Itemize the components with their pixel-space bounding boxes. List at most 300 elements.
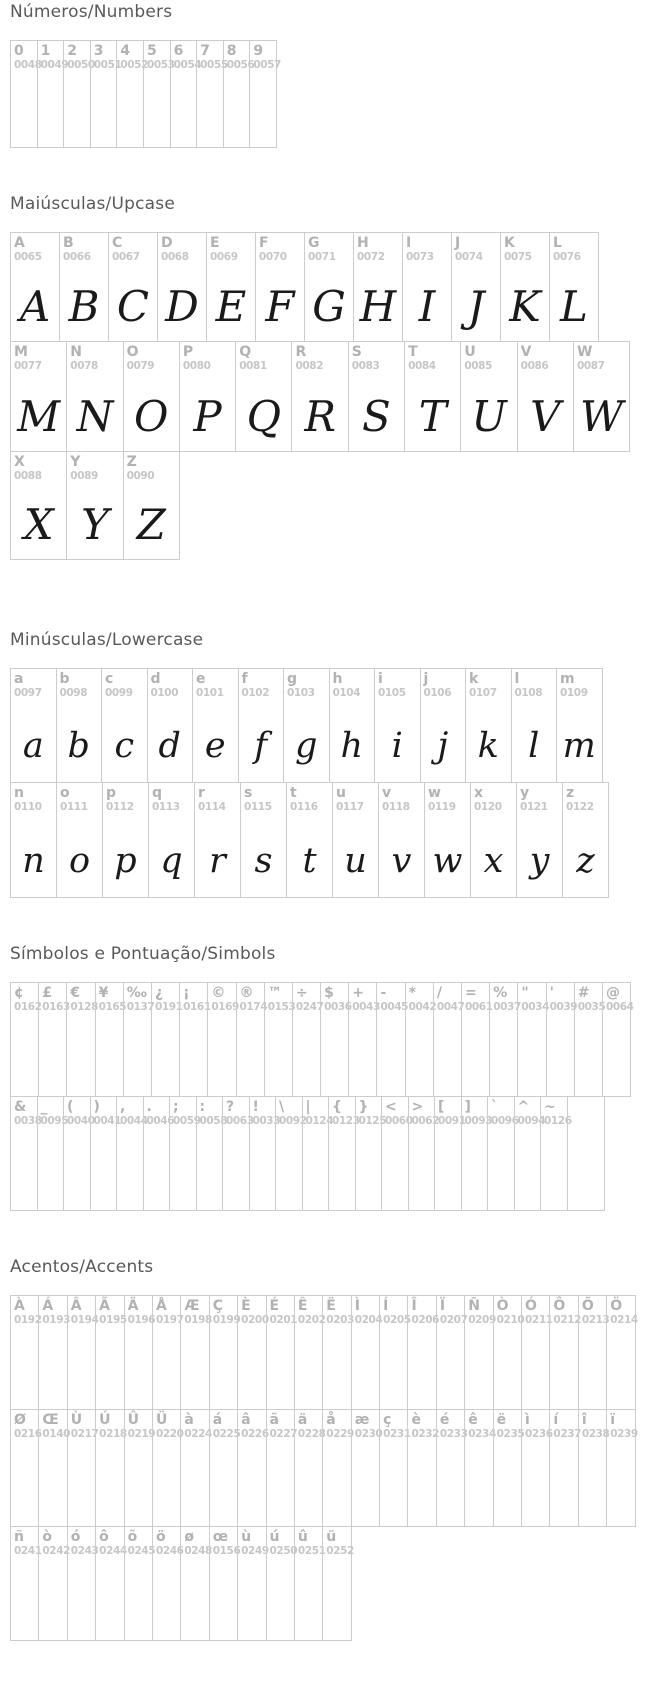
cell-unicode-value: 0111 — [60, 801, 88, 813]
cell-char-label: [ — [438, 1099, 445, 1115]
char-cell-0059 — [169, 1096, 201, 1211]
cell-glyph: L — [560, 282, 588, 331]
char-cell-0100 — [147, 668, 194, 783]
char-cell-0087 — [573, 341, 630, 452]
char-cell-0204 — [351, 1295, 383, 1410]
cell-glyph: f — [254, 726, 268, 766]
char-cell-0109 — [556, 668, 603, 783]
char-cell-0103 — [283, 668, 330, 783]
cell-unicode-value: 0116 — [290, 801, 318, 813]
char-cell-0069 — [206, 232, 256, 342]
cell-unicode-value: 0071 — [308, 251, 336, 263]
cell-char-label: g — [287, 671, 298, 687]
section-rows-lowercase — [10, 668, 661, 898]
cell-char-label: r — [198, 785, 205, 801]
char-cell-0156 — [209, 1526, 241, 1641]
char-cell-0234 — [464, 1409, 496, 1527]
cell-char-label: V — [520, 344, 532, 360]
cell-unicode-value: 0075 — [504, 251, 532, 263]
char-cell-0073 — [402, 232, 452, 342]
cell-char-label: ô — [99, 1529, 109, 1545]
char-cell-0199 — [209, 1295, 241, 1410]
cell-char-label: q — [152, 785, 163, 801]
cell-unicode-value: 0212 — [553, 1314, 582, 1326]
cell-char-label: O — [126, 344, 139, 360]
char-cell-0086 — [517, 341, 574, 452]
cell-unicode-value: 0050 — [67, 59, 95, 71]
cell-char-label: # — [577, 985, 590, 1001]
cell-unicode-value: 0124 — [305, 1115, 334, 1127]
cell-unicode-value: 0101 — [196, 687, 224, 699]
cell-glyph: k — [477, 726, 499, 766]
cell-glyph: C — [116, 282, 150, 331]
cell-unicode-value: 0214 — [610, 1314, 638, 1326]
char-cell-0230 — [351, 1409, 383, 1527]
cell-unicode-value: 0088 — [14, 470, 42, 482]
char-cell-0214 — [606, 1295, 638, 1410]
cell-char-label: R — [295, 344, 307, 360]
char-cell-0093 — [461, 1096, 493, 1211]
cell-char-label: í — [553, 1412, 559, 1428]
cell-unicode-value: 0121 — [520, 801, 548, 813]
section-accents — [10, 1257, 661, 1641]
cell-char-label: p — [106, 785, 117, 801]
cell-char-label: X — [14, 454, 25, 470]
char-row — [10, 1295, 661, 1410]
char-cell-0114 — [194, 782, 241, 898]
cell-unicode-value: 0198 — [184, 1314, 212, 1326]
cell-glyph: Y — [81, 500, 109, 549]
char-cell-0095 — [37, 1096, 69, 1211]
cell-char-label: P — [182, 344, 194, 360]
cell-char-label: - — [380, 985, 387, 1001]
cell-char-label: . — [146, 1099, 152, 1115]
cell-char-label: ` — [491, 1099, 498, 1115]
cell-char-label: ( — [67, 1099, 74, 1115]
char-cell-0243 — [67, 1526, 99, 1641]
cell-char-label: F — [259, 235, 269, 251]
char-cell-0112 — [102, 782, 149, 898]
char-cell-0084 — [404, 341, 461, 452]
cell-unicode-value: 0126 — [544, 1115, 572, 1127]
cell-char-label: ú — [269, 1529, 280, 1545]
cell-char-label: ~ — [544, 1099, 556, 1115]
cell-unicode-value: 0232 — [411, 1428, 440, 1440]
cell-unicode-value: 0244 — [99, 1545, 127, 1557]
cell-char-label: / — [436, 985, 442, 1001]
char-cell-0123 — [328, 1096, 360, 1211]
cell-unicode-value: 0246 — [155, 1545, 184, 1557]
cell-char-label: k — [469, 671, 479, 687]
char-cell-0065 — [10, 232, 60, 342]
cell-unicode-value: 0106 — [423, 687, 452, 699]
char-cell-0049 — [37, 40, 69, 148]
cell-char-label: 7 — [200, 43, 210, 59]
cell-unicode-value: 0210 — [496, 1314, 525, 1326]
cell-unicode-value: 0196 — [127, 1314, 156, 1326]
cell-glyph: N — [76, 392, 114, 441]
cell-unicode-value: 0201 — [269, 1314, 298, 1326]
cell-unicode-value: 0202 — [297, 1314, 326, 1326]
cell-char-label: õ — [127, 1529, 138, 1545]
char-cell-0072 — [353, 232, 403, 342]
cell-unicode-value: 0249 — [241, 1545, 269, 1557]
char-cell-0070 — [255, 232, 305, 342]
cell-char-label: Â — [70, 1298, 82, 1314]
cell-char-label: Ü — [155, 1412, 168, 1428]
cell-unicode-value: 0047 — [436, 1001, 465, 1013]
char-cell-0245 — [124, 1526, 156, 1641]
cell-unicode-value: 0040 — [67, 1115, 95, 1127]
cell-unicode-value: 0247 — [295, 1001, 324, 1013]
char-cell-0060 — [381, 1096, 413, 1211]
char-cell-0237 — [549, 1409, 582, 1527]
char-cell-0076 — [549, 232, 599, 342]
char-cell-0235 — [493, 1409, 525, 1527]
cell-unicode-value: 0068 — [161, 251, 189, 263]
char-cell-0220 — [152, 1409, 184, 1527]
cell-unicode-value: 0115 — [244, 801, 272, 813]
cell-unicode-value: 0051 — [93, 59, 122, 71]
char-cell-0033 — [249, 1096, 281, 1211]
cell-unicode-value: 0107 — [469, 687, 497, 699]
cell-glyph: u — [344, 841, 367, 881]
cell-unicode-value: 0095 — [40, 1115, 69, 1127]
cell-char-label: î — [581, 1412, 587, 1428]
char-cell-0092 — [275, 1096, 307, 1211]
cell-glyph: x — [483, 841, 504, 881]
cell-unicode-value: 0248 — [184, 1545, 212, 1557]
cell-unicode-value: 0119 — [428, 801, 456, 813]
char-cell-0081 — [235, 341, 292, 452]
char-cell-0226 — [237, 1409, 269, 1527]
char-cell-0213 — [578, 1295, 610, 1410]
cell-unicode-value: 0153 — [267, 1001, 296, 1013]
cell-char-label: h — [332, 671, 343, 687]
cell-unicode-value: 0122 — [566, 801, 594, 813]
cell-unicode-value: 0087 — [576, 360, 605, 372]
cell-char-label: a — [14, 671, 24, 687]
cell-unicode-value: 0242 — [42, 1545, 71, 1557]
section-rows-upcase — [10, 232, 661, 560]
cell-char-label: ò — [42, 1529, 53, 1545]
cell-char-label: é — [439, 1412, 450, 1428]
char-cell-0250 — [266, 1526, 298, 1641]
cell-char-label: Ø — [14, 1412, 26, 1428]
cell-unicode-value: 0174 — [239, 1001, 268, 1013]
cell-char-label: K — [504, 235, 515, 251]
cell-glyph: T — [418, 392, 447, 441]
cell-unicode-value: 0052 — [120, 59, 148, 71]
cell-unicode-value: 0097 — [14, 687, 42, 699]
char-cell-0080 — [179, 341, 236, 452]
cell-char-label: 9 — [253, 43, 264, 59]
cell-glyph: n — [22, 841, 45, 881]
cell-unicode-value: 0209 — [468, 1314, 496, 1326]
char-cell-0225 — [209, 1409, 241, 1527]
cell-char-label: 2 — [67, 43, 77, 59]
section-title-lowercase: Minúsculas/Lowercase — [10, 630, 204, 650]
char-cell-0075 — [500, 232, 550, 342]
cell-char-label: i — [378, 671, 383, 687]
cell-char-label: Õ — [581, 1298, 594, 1314]
char-cell-0048 — [10, 40, 42, 148]
cell-char-label: æ — [354, 1412, 370, 1428]
cell-unicode-value: 0110 — [14, 801, 42, 813]
cell-glyph: b — [67, 726, 90, 766]
cell-char-label: T — [408, 344, 418, 360]
cell-char-label: G — [308, 235, 320, 251]
cell-char-label: , — [120, 1099, 126, 1115]
cell-char-label: œ — [212, 1529, 229, 1545]
cell-char-label: : — [199, 1099, 206, 1115]
cell-glyph: y — [529, 841, 550, 881]
cell-unicode-value: 0037 — [493, 1001, 521, 1013]
char-cell-0165 — [95, 982, 127, 1097]
cell-char-label: Ö — [610, 1298, 623, 1314]
char-cell-0085 — [460, 341, 517, 452]
char-cell-0037 — [489, 982, 521, 1097]
char-cell-0046 — [143, 1096, 175, 1211]
cell-unicode-value: 0093 — [464, 1115, 493, 1127]
cell-unicode-value: 0109 — [560, 687, 588, 699]
cell-unicode-value: 0094 — [517, 1115, 546, 1127]
char-cell-0077 — [10, 341, 67, 452]
cell-char-label: D — [161, 235, 173, 251]
char-cell-0169 — [207, 982, 239, 1097]
char-cell-0224 — [180, 1409, 212, 1527]
cell-char-label: x — [474, 785, 484, 801]
cell-unicode-value: 0081 — [239, 360, 267, 372]
cell-unicode-value: 0078 — [70, 360, 98, 372]
char-cell-0083 — [348, 341, 405, 452]
cell-unicode-value: 0211 — [525, 1314, 553, 1326]
cell-char-label: ? — [226, 1099, 235, 1115]
char-row — [10, 232, 661, 342]
char-cell-0153 — [264, 982, 296, 1097]
cell-char-label: ã — [269, 1412, 279, 1428]
char-cell-0137 — [123, 982, 155, 1097]
char-cell-0057 — [249, 40, 281, 148]
cell-char-label: ì — [525, 1412, 530, 1428]
cell-unicode-value: 0091 — [438, 1115, 466, 1127]
cell-unicode-value: 0245 — [127, 1545, 156, 1557]
cell-char-label: v — [382, 785, 392, 801]
cell-unicode-value: 0063 — [226, 1115, 254, 1127]
cell-glyph: e — [204, 726, 226, 766]
cell-unicode-value: 0100 — [150, 687, 179, 699]
char-cell-0196 — [124, 1295, 156, 1410]
section-title-symbols: Símbolos e Pontuação/Simbols — [10, 944, 276, 964]
char-cell-0121 — [516, 782, 563, 898]
cell-char-label: b — [59, 671, 70, 687]
cell-unicode-value: 0104 — [332, 687, 361, 699]
cell-unicode-value: 0156 — [212, 1545, 241, 1557]
cell-unicode-value: 0191 — [154, 1001, 183, 1013]
cell-unicode-value: 0213 — [581, 1314, 610, 1326]
section-title-numbers: Números/Numbers — [10, 2, 173, 22]
char-cell-0104 — [329, 668, 376, 783]
cell-unicode-value: 0165 — [98, 1001, 127, 1013]
cell-char-label: M — [14, 344, 28, 360]
cell-char-label: Ñ — [468, 1298, 480, 1314]
char-cell-0126 — [540, 1096, 572, 1211]
section-rows-numbers — [10, 40, 661, 148]
cell-char-label: © — [211, 985, 226, 1001]
cell-char-label: n — [14, 785, 24, 801]
char-cell-empty — [567, 1096, 605, 1211]
char-row — [10, 40, 661, 148]
cell-char-label: ) — [93, 1099, 100, 1115]
cell-unicode-value: 0251 — [297, 1545, 326, 1557]
section-symbols — [10, 944, 661, 1211]
cell-char-label: + — [352, 985, 364, 1001]
cell-char-label: l — [514, 671, 520, 687]
cell-char-label: * — [408, 985, 416, 1001]
char-row — [10, 451, 661, 560]
char-cell-0229 — [322, 1409, 354, 1527]
cell-char-label: ö — [155, 1529, 166, 1545]
cell-char-label: Ä — [127, 1298, 139, 1314]
cell-unicode-value: 0076 — [553, 251, 581, 263]
cell-char-label: " — [521, 985, 529, 1001]
cell-glyph: X — [23, 500, 54, 549]
cell-char-label: N — [70, 344, 83, 360]
char-cell-0079 — [123, 341, 180, 452]
cell-char-label: ó — [70, 1529, 81, 1545]
cell-char-label: < — [385, 1099, 397, 1115]
cell-char-label: & — [14, 1099, 27, 1115]
cell-unicode-value: 0243 — [70, 1545, 99, 1557]
cell-unicode-value: 0237 — [553, 1428, 582, 1440]
char-cell-0096 — [487, 1096, 519, 1211]
cell-unicode-value: 0105 — [378, 687, 406, 699]
cell-unicode-value: 0043 — [352, 1001, 380, 1013]
cell-char-label: ® — [239, 985, 254, 1001]
char-cell-0115 — [240, 782, 287, 898]
cell-char-label: å — [326, 1412, 336, 1428]
char-cell-0082 — [291, 341, 348, 452]
cell-unicode-value: 0239 — [610, 1428, 638, 1440]
cell-unicode-value: 0084 — [408, 360, 436, 372]
char-row — [10, 782, 661, 898]
cell-unicode-value: 0140 — [42, 1428, 71, 1440]
char-cell-0248 — [180, 1526, 212, 1641]
cell-glyph: Q — [246, 392, 282, 441]
cell-unicode-value: 0234 — [468, 1428, 496, 1440]
char-cell-0043 — [348, 982, 380, 1097]
cell-unicode-value: 0195 — [99, 1314, 127, 1326]
cell-unicode-value: 0062 — [411, 1115, 440, 1127]
cell-glyph: O — [134, 392, 169, 441]
char-cell-0228 — [294, 1409, 326, 1527]
cell-glyph: F — [265, 282, 295, 331]
cell-unicode-value: 0072 — [357, 251, 385, 263]
cell-unicode-value: 0169 — [211, 1001, 239, 1013]
cell-char-label: ø — [184, 1529, 194, 1545]
char-row — [10, 982, 661, 1097]
cell-char-label: ] — [464, 1099, 471, 1115]
cell-glyph: l — [528, 726, 540, 766]
char-cell-0116 — [286, 782, 333, 898]
char-cell-0200 — [237, 1295, 269, 1410]
cell-char-label: Œ — [42, 1412, 59, 1428]
cell-unicode-value: 0065 — [14, 251, 42, 263]
cell-char-label: £ — [42, 985, 52, 1001]
cell-char-label: z — [566, 785, 575, 801]
cell-char-label: @ — [605, 985, 620, 1001]
cell-char-label: J — [455, 235, 461, 251]
char-cell-0192 — [10, 1295, 42, 1410]
cell-unicode-value: 0056 — [226, 59, 255, 71]
cell-unicode-value: 0086 — [520, 360, 549, 372]
cell-glyph: j — [437, 726, 449, 766]
char-cell-0212 — [549, 1295, 582, 1410]
cell-glyph: w — [432, 841, 463, 881]
cell-unicode-value: 0098 — [59, 687, 88, 699]
cell-char-label: ¿ — [154, 985, 164, 1001]
cell-glyph: D — [165, 282, 199, 331]
cell-char-label: H — [357, 235, 369, 251]
cell-char-label: Á — [42, 1298, 54, 1314]
cell-glyph: a — [22, 726, 44, 766]
cell-char-label: o — [60, 785, 70, 801]
cell-unicode-value: 0252 — [326, 1545, 354, 1557]
char-row — [10, 668, 661, 783]
char-cell-0039 — [546, 982, 578, 1097]
cell-glyph: J — [467, 282, 485, 331]
cell-unicode-value: 0053 — [146, 59, 175, 71]
cell-unicode-value: 0238 — [581, 1428, 610, 1440]
char-cell-0071 — [304, 232, 354, 342]
cell-unicode-value: 0204 — [354, 1314, 383, 1326]
char-cell-0105 — [374, 668, 421, 783]
char-cell-0194 — [67, 1295, 99, 1410]
cell-unicode-value: 0074 — [455, 251, 483, 263]
cell-char-label: 4 — [120, 43, 131, 59]
cell-char-label: m — [560, 671, 575, 687]
char-cell-0163 — [38, 982, 70, 1097]
char-cell-0249 — [237, 1526, 269, 1641]
cell-char-label: { — [332, 1099, 342, 1115]
cell-char-label: è — [411, 1412, 421, 1428]
cell-unicode-value: 0033 — [252, 1115, 281, 1127]
cell-char-label: e — [196, 671, 206, 687]
cell-char-label: Æ — [184, 1298, 200, 1314]
char-cell-0108 — [511, 668, 558, 783]
cell-char-label: A — [14, 235, 25, 251]
cell-unicode-value: 0225 — [212, 1428, 241, 1440]
cell-char-label: ' — [549, 985, 554, 1001]
char-cell-0063 — [222, 1096, 254, 1211]
cell-char-label: ¥ — [98, 985, 109, 1001]
char-cell-0122 — [562, 782, 609, 898]
cell-unicode-value: 0128 — [70, 1001, 98, 1013]
char-cell-0251 — [294, 1526, 326, 1641]
cell-char-label: } — [358, 1099, 369, 1115]
char-cell-0091 — [434, 1096, 466, 1211]
cell-char-label: à — [184, 1412, 194, 1428]
cell-unicode-value: 0229 — [326, 1428, 354, 1440]
cell-unicode-value: 0228 — [297, 1428, 326, 1440]
cell-char-label: 0 — [14, 43, 24, 59]
char-cell-0099 — [101, 668, 148, 783]
cell-char-label: u — [336, 785, 346, 801]
cell-char-label: Û — [127, 1412, 139, 1428]
cell-char-label: ! — [252, 1099, 259, 1115]
cell-glyph: r — [209, 841, 226, 881]
char-cell-0074 — [451, 232, 501, 342]
